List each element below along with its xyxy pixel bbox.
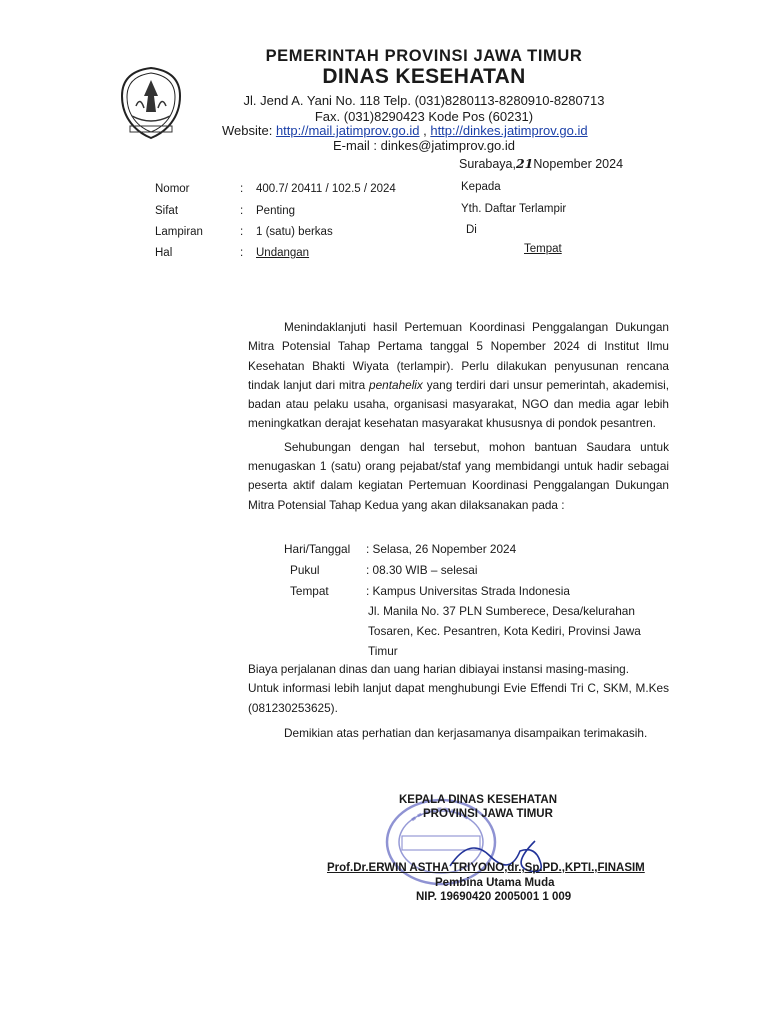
nomor-label: Nomor: [155, 183, 190, 195]
hal-label: Hal: [155, 247, 173, 259]
letter-date: [459, 156, 623, 171]
recipient-di: Di: [466, 224, 477, 236]
letterhead-fax: Fax. (031)8290423 Kode Pos (60231): [314, 109, 534, 124]
lampiran-label: Lampiran: [155, 226, 203, 238]
paragraph-intro-text-a: Menindaklanjuti hasil Pertemuan Koordinasi Penggalangan Dukungan Mitra Potensial Tahap Pertama tanggal 5 Nopember 2024 di Institut Ilmu Kesehatan Bhakti Wiyata (terlampir). Perlu dilakukan penyusunan rencana tindak lanjut dari mitra: [248, 320, 669, 392]
signatory-name: Prof.Dr.ERWIN ASTHA TRIYONO,dr.,Sp.PD.,KPTI.,FINASIM: [327, 862, 645, 874]
event-time-label: Pukul: [290, 563, 320, 577]
nomor-value: 400.7/ 20411 / 102.5 / 2024: [256, 183, 396, 195]
website-link-dinkes[interactable]: http://dinkes.jatimprov.go.id: [430, 123, 588, 138]
signatory-nip: NIP. 19690420 2005001 1 009: [416, 891, 572, 903]
nomor-colon: :: [240, 183, 244, 195]
letterhead-website: [222, 123, 588, 138]
pentahelix-term: pentahelix: [369, 377, 423, 392]
sifat-value: Penting: [256, 205, 296, 217]
recipient-tempat: Tempat: [524, 243, 562, 255]
letterhead-email: E-mail : dinkes@jatimprov.go.id: [332, 138, 516, 153]
paragraph-intro-text-b: yang terdiri dari unsur pemerintah, akademisi, badan atau pelaku usaha, organisasi masyarakat, NGO dan media agar lebih meningkatkan derajat kesehatan masyarakat khususnya di pondok pesantren.: [248, 377, 669, 431]
letter-body: [248, 318, 669, 515]
event-place-label: Tempat: [290, 584, 329, 598]
hal-colon: :: [240, 247, 244, 259]
signatory-title-2: PROVINSI JAWA TIMUR: [423, 808, 553, 820]
date-day-handwritten: 21: [515, 156, 534, 171]
recipient-yth: Yth. Daftar Terlampir: [461, 203, 567, 215]
signatory-rank: Pembina Utama Muda: [435, 877, 555, 889]
paragraph-closing: Demikian atas perhatian dan kerjasamanya disampaikan terimakasih.: [284, 725, 648, 740]
event-date-value: : Selasa, 26 Nopember 2024: [366, 542, 517, 556]
event-time-value: : 08.30 WIB – selesai: [366, 563, 478, 577]
letterhead-government: PEMERINTAH PROVINSI JAWA TIMUR: [265, 47, 583, 65]
event-place-value-1: : Kampus Universitas Strada Indonesia: [366, 584, 570, 598]
date-city: Surabaya,: [459, 157, 516, 171]
paragraph-request: Sehubungan dengan hal tersebut, mohon bantuan Saudara untuk menugaskan 1 (satu) orang pejabat/staf yang membidangi untuk hadir sebagai peserta aktif dalam kegiatan Pertemuan Koordinasi Penggalangan Dukungan Mitra Potensial Tahap Kedua yang akan dilaksanakan pada :: [248, 439, 669, 512]
event-date-label: Hari/Tanggal: [284, 542, 351, 556]
paragraph-contact: Untuk informasi lebih lanjut dapat menghubungi Evie Effendi Tri C, SKM, M.Kes (081230253625).: [248, 681, 669, 715]
lampiran-colon: :: [240, 226, 244, 238]
website-label: Website:: [222, 123, 276, 138]
event-details: [284, 542, 684, 667]
website-separator: ,: [419, 123, 431, 138]
letterhead-agency: DINAS KESEHATAN: [322, 65, 526, 88]
recipient-kepada: Kepada: [461, 181, 501, 193]
hal-value: Undangan: [256, 247, 310, 259]
event-place-value-2: Jl. Manila No. 37 PLN Sumberece, Desa/kelurahan: [368, 604, 635, 618]
sifat-label: Sifat: [155, 205, 179, 217]
paragraph-intro: [248, 318, 669, 434]
sifat-colon: :: [240, 205, 244, 217]
lampiran-value: 1 (satu) berkas: [256, 226, 333, 238]
event-place-value-4: Timur: [368, 644, 398, 658]
event-place-value-3: Tosaren, Kec. Pesantren, Kota Kediri, Provinsi Jawa: [368, 624, 641, 638]
paragraph-cost: Biaya perjalanan dinas dan uang harian dibiayai instansi masing-masing.: [248, 662, 630, 676]
letter-closing: [248, 660, 669, 743]
date-month-year: Nopember 2024: [533, 157, 624, 171]
signatory-title-1: KEPALA DINAS KESEHATAN: [399, 794, 558, 806]
letterhead-address: Jl. Jend A. Yani No. 118 Telp. (031)8280113-8280910-8280713: [243, 93, 605, 108]
website-link-mail[interactable]: http://mail.jatimprov.go.id: [275, 123, 420, 138]
